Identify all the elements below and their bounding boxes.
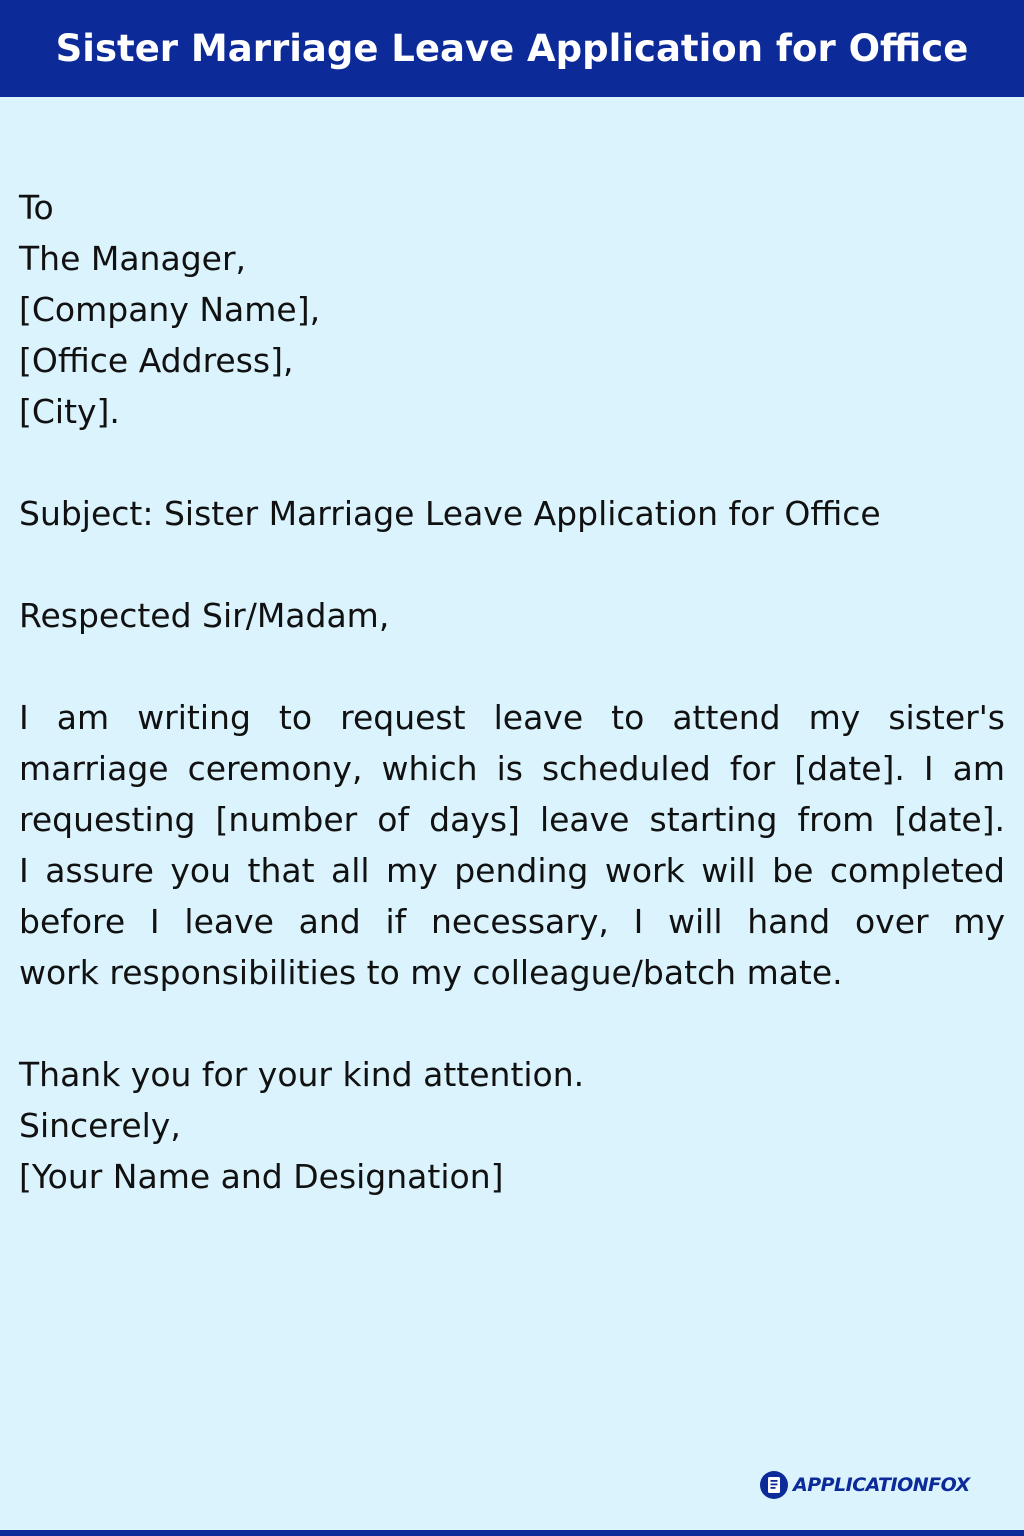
recipient-address (19, 182, 1005, 437)
body-line: marriage ceremony, which is scheduled for [date]. I am (19, 749, 1005, 788)
address-line: To (19, 188, 54, 227)
title-banner (0, 0, 1024, 97)
address-line: The Manager, (19, 239, 247, 278)
body-line: I am writing to request leave to attend my sister's (19, 698, 1005, 737)
bottom-border (0, 1530, 1024, 1536)
closing (19, 1049, 1005, 1202)
body-line: work responsibilities to my colleague/batch mate. (19, 953, 843, 992)
document-icon (759, 1470, 789, 1500)
subject-line: Subject: Sister Marriage Leave Application for Office (19, 494, 881, 533)
logo-text: APPLICATIONFOX (793, 1474, 970, 1496)
body-line: requesting [number of days] leave starting from [date]. (19, 800, 1005, 839)
salutation: Respected Sir/Madam, (19, 596, 390, 635)
address-line: [Office Address], (19, 341, 294, 380)
body-line: I assure you that all my pending work will be completed (19, 851, 1005, 890)
address-line: [Company Name], (19, 290, 321, 329)
letter-body (19, 182, 1005, 1202)
signature-placeholder: [Your Name and Designation] (19, 1157, 504, 1196)
body-line: before I leave and if necessary, I will hand over my (19, 902, 1005, 941)
address-line: [City]. (19, 392, 120, 431)
applicationfox-logo (759, 1470, 970, 1500)
page-title: Sister Marriage Leave Application for Office (55, 27, 969, 70)
body-paragraph (19, 692, 1005, 998)
closing-line: Sincerely, (19, 1106, 181, 1145)
closing-line: Thank you for your kind attention. (19, 1055, 585, 1094)
